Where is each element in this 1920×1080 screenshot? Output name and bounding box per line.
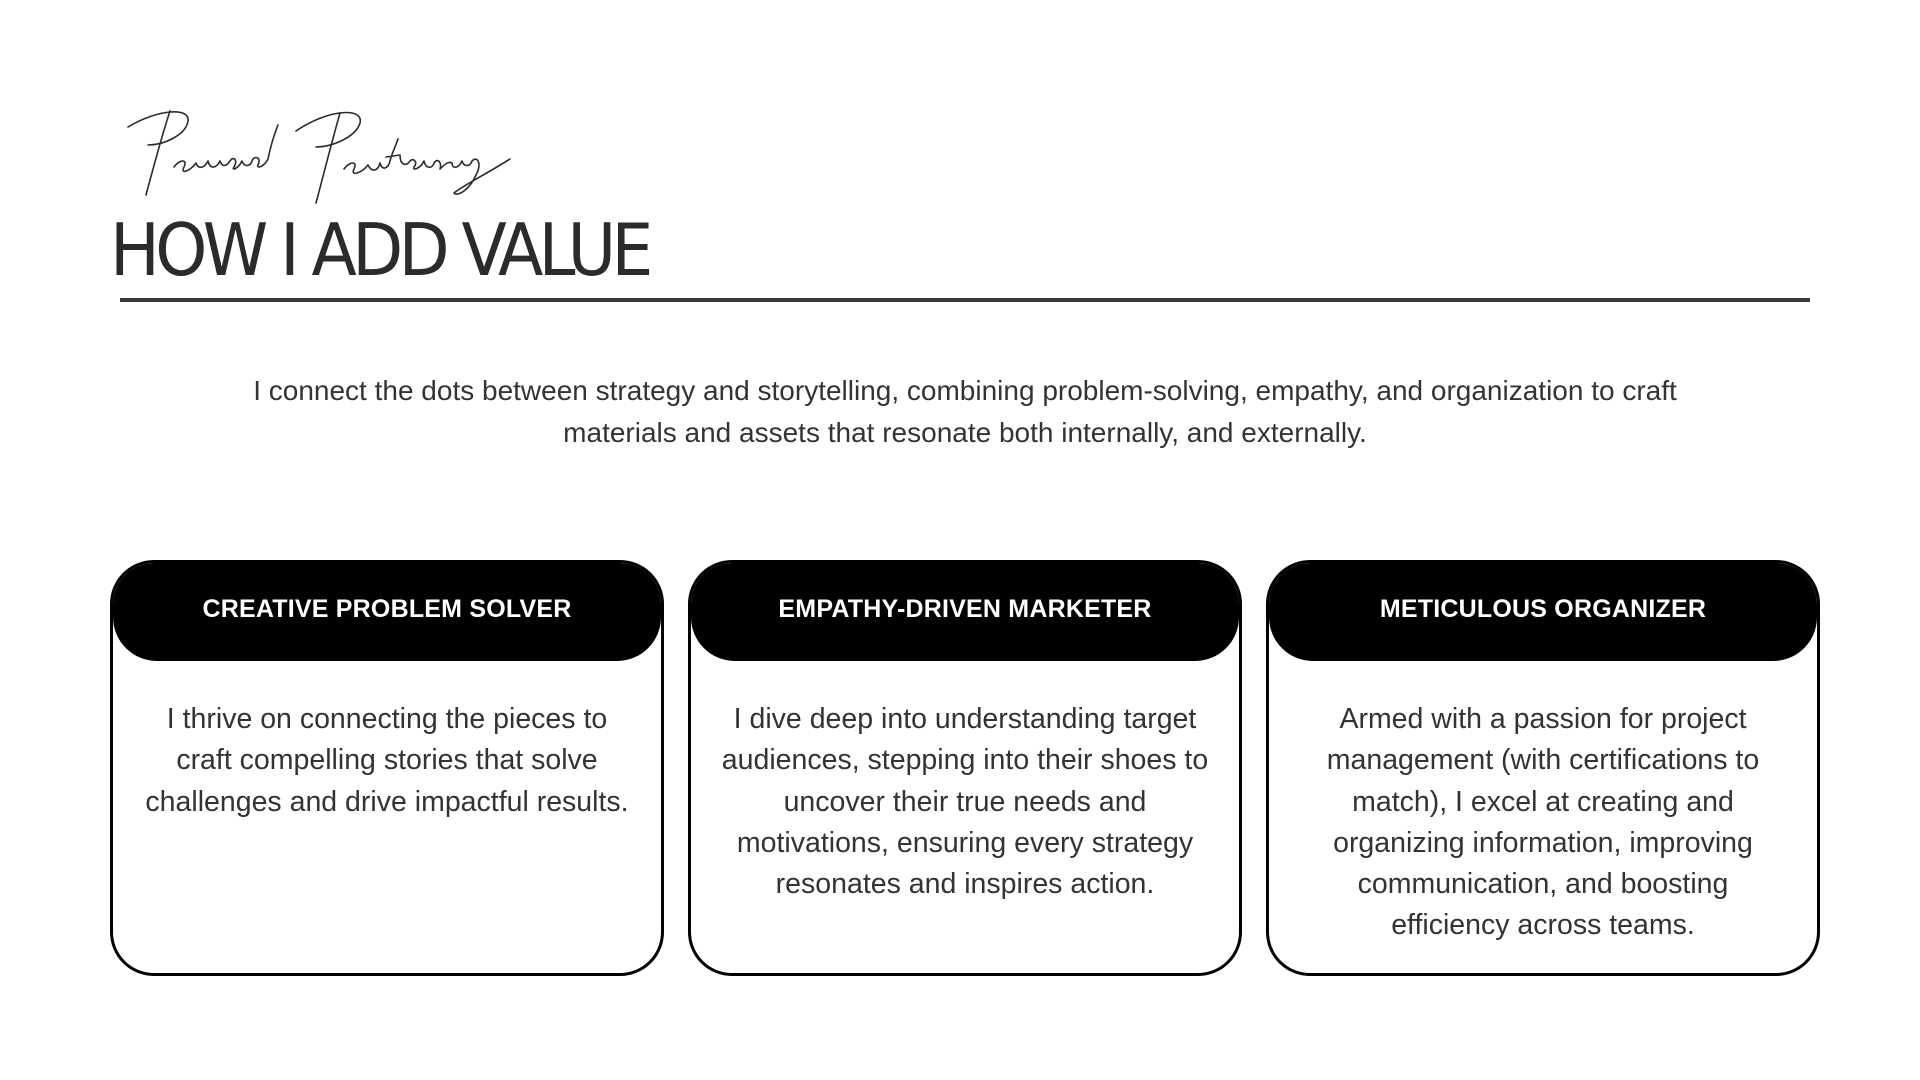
- card-header: [1269, 563, 1817, 661]
- card-header: [691, 563, 1239, 661]
- card-body: I thrive on connecting the pieces to craft compelling stories that solve challenges and drive impactful results.: [145, 703, 629, 818]
- script-title-logo: [118, 105, 538, 205]
- title-divider: [120, 298, 1810, 302]
- card-creative-problem-solver: [110, 560, 664, 976]
- card-title: CREATIVE PROBLEM SOLVER: [202, 594, 572, 623]
- card-body: I dive deep into understanding target audiences, stepping into their shoes to uncover their true needs and motivations, ensuring every strategy resonates and inspires action.: [721, 703, 1209, 901]
- card-body: Armed with a passion for project management (with certifications to match), I excel at creating and organizing information, improving communication, and boosting efficiency across teams.: [1326, 703, 1760, 942]
- card-header: [113, 563, 661, 661]
- card-meticulous-organizer: [1266, 560, 1820, 976]
- card-empathy-driven-marketer: [688, 560, 1242, 976]
- card-title: METICULOUS ORGANIZER: [1379, 594, 1707, 623]
- page-title: HOW I ADD VALUE: [110, 208, 649, 292]
- intro-paragraph: I connect the dots between strategy and storytelling, combining problem-solving, empathy, and organization to craft materials and assets that resonate both internally, and externally.: [253, 375, 1677, 448]
- card-title: EMPATHY-DRIVEN MARKETER: [778, 594, 1152, 623]
